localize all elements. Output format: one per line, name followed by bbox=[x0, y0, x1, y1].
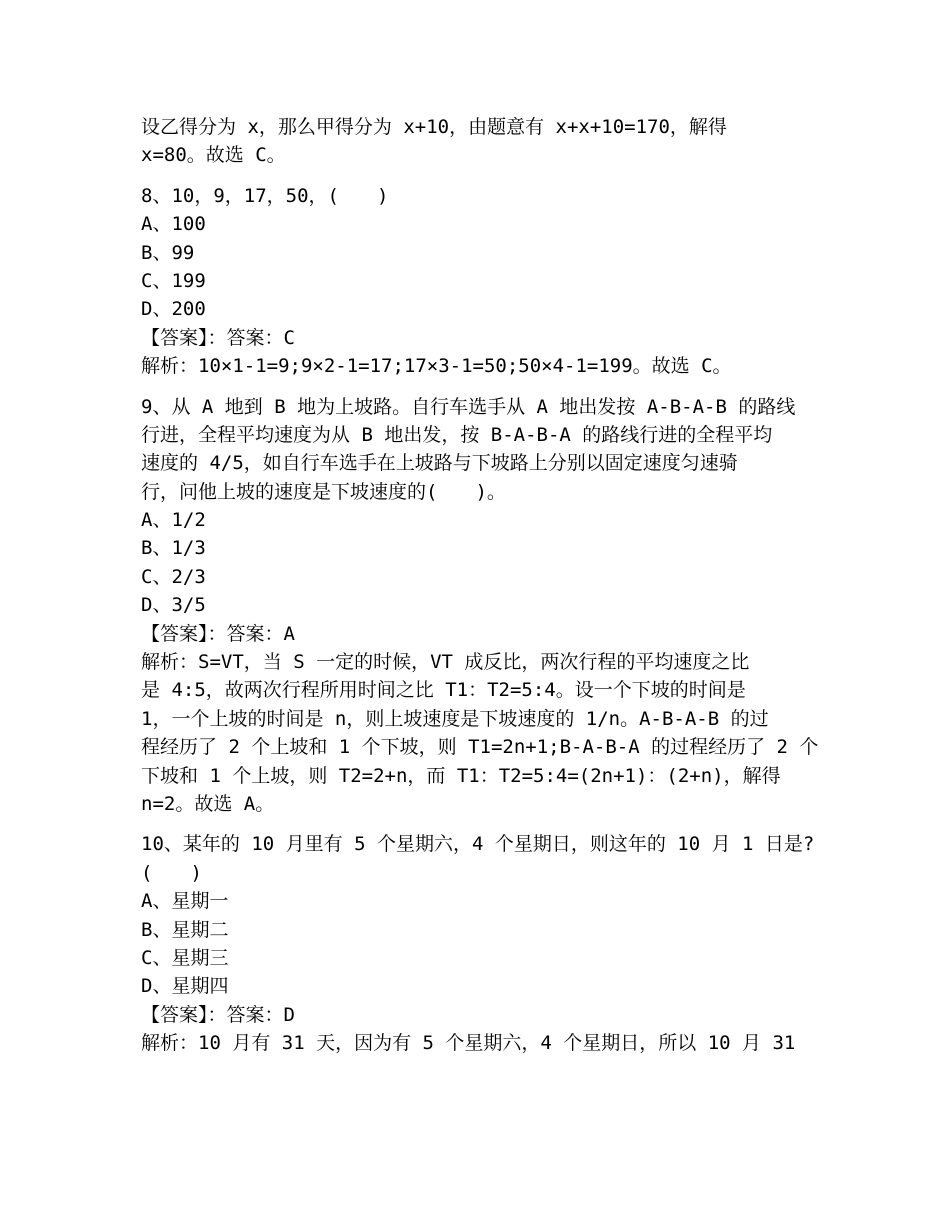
analysis-line: 解析：10 月有 31 天，因为有 5 个星期六，4 个星期日，所以 10 月 31 bbox=[141, 1032, 796, 1055]
intro-paragraph bbox=[141, 113, 816, 170]
analysis-line: 下坡和 1 个上坡，则 T2=2+n，而 T1：T2=5:4=(2n+1)：(2+n)，解得 bbox=[141, 764, 781, 787]
analysis-line: 程经历了 2 个上坡和 1 个下坡，则 T1=2n+1;B-A-B-A 的过程经历了 2 个 bbox=[141, 736, 819, 759]
option-a: A、100 bbox=[141, 213, 206, 236]
answer-line: 【答案】：答案：C bbox=[141, 326, 295, 349]
question-10 bbox=[141, 830, 816, 1057]
question-9 bbox=[141, 393, 819, 819]
answer-line: 【答案】：答案：D bbox=[141, 1003, 295, 1026]
analysis-line: 解析：10×1-1=9;9×2-1=17;17×3-1=50;50×4-1=199。故选 C。 bbox=[141, 355, 732, 378]
question-stem: 速度的 4/5，如自行车选手在上坡路与下坡路上分别以固定速度匀速骑 bbox=[141, 452, 738, 475]
question-stem: 10、某年的 10 月里有 5 个星期六，4 个星期日，则这年的 10 月 1 日是? bbox=[141, 833, 815, 856]
question-stem: 8、10，9，17，50，( ) bbox=[141, 184, 389, 207]
option-b: B、星期二 bbox=[141, 918, 229, 941]
text-line: x=80。故选 C。 bbox=[141, 144, 286, 167]
analysis-line: n=2。故选 A。 bbox=[141, 792, 275, 815]
analysis-line: 1，一个上坡的时间是 n，则上坡速度是下坡速度的 1/n。A-B-A-B 的过 bbox=[141, 707, 769, 730]
question-stem: 行，问他上坡的速度是下坡速度的( )。 bbox=[141, 480, 506, 503]
answer-line: 【答案】：答案：A bbox=[141, 622, 295, 645]
option-c: C、星期三 bbox=[141, 946, 229, 969]
option-d: D、星期四 bbox=[141, 975, 229, 998]
document-content bbox=[141, 113, 819, 1058]
text-line: 设乙得分为 x，那么甲得分为 x+10，由题意有 x+x+10=170，解得 bbox=[141, 116, 727, 138]
option-b: B、1/3 bbox=[141, 537, 206, 560]
option-b: B、99 bbox=[141, 241, 195, 264]
question-stem: 行进，全程平均速度为从 B 地出发，按 B-A-B-A 的路线行进的全程平均 bbox=[141, 423, 773, 446]
option-c: C、199 bbox=[141, 269, 206, 292]
question-8 bbox=[141, 182, 816, 381]
option-a: A、星期一 bbox=[141, 890, 229, 913]
option-d: D、3/5 bbox=[141, 594, 206, 617]
analysis-line: 是 4:5，故两次行程所用时间之比 T1：T2=5:4。设一个下坡的时间是 bbox=[141, 679, 746, 702]
option-d: D、200 bbox=[141, 298, 206, 321]
question-stem: 9、从 A 地到 B 地为上坡路。自行车选手从 A 地出发按 A-B-A-B 的路线 bbox=[141, 395, 796, 418]
analysis-line: 解析：S=VT，当 S 一定的时候，VT 成反比，两次行程的平均速度之比 bbox=[141, 651, 750, 674]
option-c: C、2/3 bbox=[141, 565, 206, 588]
question-stem: ( ) bbox=[141, 861, 202, 884]
option-a: A、1/2 bbox=[141, 509, 206, 532]
